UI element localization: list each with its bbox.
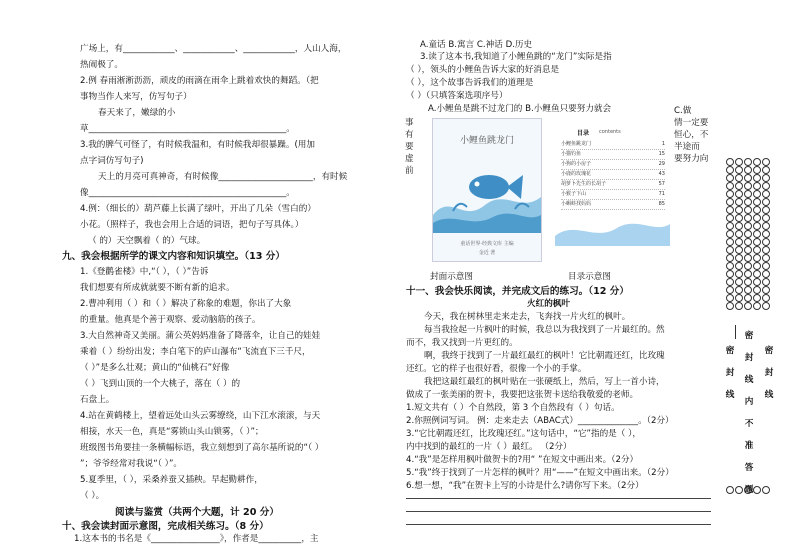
question-line: 3.“它比朝霞还红，比玫瑰还红。”这句话中，“它”指的是（ ），: [406, 429, 641, 439]
binding-hole: [726, 294, 734, 302]
binding-hole: [735, 270, 743, 278]
toc-entry-page: 43: [658, 171, 665, 177]
toc-title: 目录: [577, 130, 590, 137]
text-line: 草______________________________________________。: [80, 124, 295, 134]
binding-hole: [744, 246, 752, 254]
toc-entry-page: 29: [658, 161, 665, 167]
binding-hole: [735, 214, 743, 222]
binding-hole: [726, 246, 734, 254]
text-line: A.小鲤鱼是跳不过龙门的 B.小鲤鱼只要努力就会: [428, 104, 612, 114]
passage-line: 我把这最红最红的枫叶贴在一张硬纸上，然后，写上一首小诗，: [424, 377, 665, 387]
answer-line: [406, 511, 711, 512]
binding-hole: [762, 174, 770, 182]
binding-hole: [762, 206, 770, 214]
toc-entry-title: 小猴子下山: [561, 191, 587, 197]
seal-char: 题: [744, 485, 754, 495]
text-line: （ ）（只填答案选项序号）: [406, 91, 508, 101]
seal-line-text: [725, 340, 735, 406]
wrapped-fragment: 情一定要: [674, 118, 709, 128]
binding-hole: [753, 222, 761, 230]
binding-hole: [744, 182, 752, 190]
binding-hole: [726, 286, 734, 294]
question-line: 5.“我”终于找到了一片怎样的枫叶？用“——”在短文中画出来。（2分）: [406, 468, 674, 478]
seal-char: 密: [764, 346, 774, 356]
binding-hole: [753, 174, 761, 182]
wrapped-fragment: 前: [405, 166, 414, 176]
wrapped-fragment: 虚: [405, 154, 414, 164]
binding-hole: [744, 222, 752, 230]
toc-entry-title: 胡萝卜先生的长胡子: [561, 181, 607, 187]
binding-hole: [744, 174, 752, 182]
cover-series: 童话世界·经典文库 主编: [460, 241, 514, 247]
binding-hole: [735, 294, 743, 302]
binding-hole: [753, 302, 761, 310]
binding-hole: [735, 190, 743, 198]
toc-entry-page: 71: [658, 191, 665, 197]
question-line: 6.想一想，“我”在贺卡上写的小诗是什么?请你写下来。（2分）: [406, 481, 644, 491]
passage-line: 啊，我终于找到了一片最红最红的枫叶！它比朝霞还红，比玫瑰: [424, 351, 665, 361]
passage-line: 每当我捡起一片枫叶的时候，我总以为我找到了一片最红的。然: [424, 325, 665, 335]
binding-hole: [753, 246, 761, 254]
text-line: 事物当作人来写，仿写句子）: [80, 92, 192, 102]
binding-hole: [753, 182, 761, 190]
text-line: 我们想要有所成就就要不断有新的追求。: [80, 283, 235, 293]
binding-hole: [735, 222, 743, 230]
toc-entry-title: 小鹿的玫瑰花: [561, 171, 592, 177]
binding-hole: [753, 214, 761, 222]
binding-hole: [735, 262, 743, 270]
binding-hole: [726, 254, 734, 262]
binding-hole: [753, 238, 761, 246]
question-line: 内中找到的最红的一片（ ）最红。 （2分）: [406, 442, 572, 452]
answer-line: [406, 524, 711, 525]
binding-hole: [762, 254, 770, 262]
seal-char: 封: [725, 368, 735, 378]
text-line: ”；爷爷经常对我说“（ ）”。: [80, 459, 183, 469]
seal-char: 封: [764, 368, 774, 378]
text-line: 4.例：（细长的）葫芦藤上长满了绿叶，开出了几朵（雪白的）: [80, 204, 316, 214]
binding-hole: [762, 278, 770, 286]
toc-caption: 目录示意图: [568, 272, 611, 282]
fish-illustration: [433, 153, 541, 233]
toc-entry-title: 小狗的小房子: [561, 161, 592, 167]
text-line: 春天来了，嫩绿的小: [98, 108, 176, 118]
binding-hole: [762, 286, 770, 294]
text-line: 1.《登鹳雀楼》中,“（ ），（ ）”告诉: [80, 267, 209, 277]
passage-line: 还红。它的样子也很好看，很像一个小的手掌。: [406, 364, 587, 374]
toc-subtitle: contents: [599, 129, 621, 135]
binding-hole: [744, 158, 752, 166]
binding-hole: [744, 198, 752, 206]
binding-hole: [744, 214, 752, 222]
seal-char: 线: [725, 390, 735, 400]
wrapped-fragment: 事: [405, 118, 414, 128]
binding-hole: [726, 270, 734, 278]
toc-wave-decoration: [555, 214, 670, 246]
text-line: 3.我的脾气可怪了，有时候我温和，有时候我却很暴躁。(用加: [80, 140, 315, 150]
toc-entry-title: 小蝌蚪找妈妈: [561, 201, 592, 207]
book-cover-image: [432, 118, 542, 262]
binding-hole: [744, 238, 752, 246]
toc-list: [561, 140, 665, 210]
binding-hole: [744, 286, 752, 294]
binding-hole: [735, 166, 743, 174]
toc-entry: [561, 140, 665, 150]
binding-hole: [762, 246, 770, 254]
binding-hole: [735, 246, 743, 254]
binding-hole: [735, 158, 743, 166]
text-line: 小花。（照样子，我也会用上合适的词语，把句子写具体。）: [80, 220, 304, 230]
text-line: （ ）。: [80, 491, 105, 501]
binding-hole: [726, 174, 734, 182]
binding-hole: [762, 302, 770, 310]
text-line: （ ），这个故事告诉我们的道理是: [406, 78, 534, 88]
toc-entry: [561, 190, 665, 200]
text-line: 乘着（ ）纷纷出发；李白笔下的庐山瀑布“飞流直下三千尺，: [80, 347, 311, 357]
text-line: （ 的）天空飘着（ 的）气球。: [88, 236, 206, 246]
binding-hole: [735, 286, 743, 294]
binding-hole: [762, 158, 770, 166]
binding-hole: [753, 206, 761, 214]
text-line: 点字词仿写句子): [80, 156, 144, 166]
toc-entry: [561, 150, 665, 160]
binding-hole: [735, 254, 743, 262]
binding-hole: [744, 254, 752, 262]
binding-hole: [753, 166, 761, 174]
text-line: 像______________________________________________。: [80, 188, 295, 198]
binding-hole: [744, 270, 752, 278]
seal-char: 密: [725, 346, 735, 356]
binding-hole: [726, 166, 734, 174]
table-of-contents-image: [555, 122, 670, 246]
toc-entry-page: 1: [661, 141, 665, 147]
binding-hole: [753, 158, 761, 166]
cover-title: 小鲤鱼跳龙门: [459, 136, 514, 146]
binding-hole: [753, 486, 761, 494]
text-line: （ ），领头的小鲤鱼告诉大家的好消息是: [406, 65, 560, 75]
text-line: 广场上，有____________、____________、____________，人山人海，: [80, 44, 347, 54]
wrapped-fragment: C.做: [674, 106, 692, 116]
seal-line: [735, 325, 736, 339]
toc-entry-page: 57: [658, 181, 665, 187]
section-heading: 九、我会根据所学的课文内容和知识填空。（13 分）: [62, 251, 285, 262]
seal-char: 封: [744, 353, 754, 363]
toc-entry: [561, 170, 665, 180]
text-line: 2.例 春雨淅淅沥沥，顽皮的雨滴在雨伞上跳着欢快的舞蹈。（把: [80, 76, 319, 86]
binding-hole: [753, 254, 761, 262]
text-line: 热闹极了。: [80, 60, 123, 70]
binding-hole: [753, 190, 761, 198]
binding-hole: [726, 278, 734, 286]
question-line: 4.“我”是怎样用枫叶做贺卡的?用“ ”在短文中画出来。（2分）: [406, 455, 639, 465]
seal-char: 线: [764, 390, 774, 400]
binding-hole: [726, 302, 734, 310]
binding-hole: [735, 174, 743, 182]
passage-line: 做成了一张美丽的贺卡，我要把这张贺卡送给我敬爱的老师。: [406, 390, 639, 400]
toc-entry-title: 小鲤鱼跳龙门: [561, 141, 592, 147]
binding-hole: [726, 190, 734, 198]
text-line: 2.曹冲利用（ ）和（ ）解决了称象的难题，你出了大象: [80, 299, 292, 309]
cover-caption: 封面示意图: [430, 272, 473, 282]
binding-hole: [735, 302, 743, 310]
binding-hole: [744, 278, 752, 286]
binding-hole: [762, 230, 770, 238]
binding-hole: [762, 294, 770, 302]
text-line: 的重量。他真是个善于观察、爱动脑筋的孩子。: [80, 315, 261, 325]
text-line: 4.站在黄鹤楼上，望着远处山头云雾缭绕，山下江水滚滚，与天: [80, 411, 321, 421]
binding-hole: [762, 198, 770, 206]
binding-hole: [762, 270, 770, 278]
binding-hole: [753, 262, 761, 270]
binding-hole: [762, 214, 770, 222]
binding-hole: [762, 190, 770, 198]
text-line: 天上的月亮可真神奇，有时候像______________________，有时候: [98, 172, 348, 182]
wrapped-fragment: 有: [405, 130, 414, 140]
binding-hole: [744, 230, 752, 238]
binding-hole: [726, 182, 734, 190]
seal-line-text: [764, 340, 774, 406]
binding-hole: [744, 190, 752, 198]
binding-hole: [726, 198, 734, 206]
seal-char: 密: [744, 331, 754, 341]
binding-hole: [735, 182, 743, 190]
seal-char: 内: [744, 397, 754, 407]
binding-hole: [744, 166, 752, 174]
binding-hole: [735, 278, 743, 286]
cover-author: 金近 著: [478, 250, 496, 256]
binding-hole: [735, 198, 743, 206]
toc-entry-page: 85: [658, 201, 665, 207]
binding-hole: [735, 238, 743, 246]
wrapped-fragment: 要: [405, 142, 414, 152]
seal-char: 线: [744, 375, 754, 385]
wrapped-fragment: 恒心，不: [674, 130, 709, 140]
binding-hole: [753, 294, 761, 302]
binding-hole: [762, 486, 770, 494]
toc-entry: [561, 200, 665, 210]
binding-hole: [735, 486, 743, 494]
binding-hole: [762, 238, 770, 246]
binding-hole: [744, 302, 752, 310]
binding-hole: [726, 238, 734, 246]
binding-hole: [762, 222, 770, 230]
text-line: （ ）飞到山顶的一个大桃子，落在（ ）的: [80, 379, 241, 389]
binding-hole: [753, 286, 761, 294]
passage-title: 火红的枫叶: [527, 299, 570, 309]
wrapped-fragment: 半途而: [674, 142, 700, 152]
binding-hole: [726, 158, 734, 166]
binding-hole: [762, 182, 770, 190]
binding-hole: [744, 206, 752, 214]
answer-options: A.童话 B.寓言 C.神话 D.历史: [420, 40, 533, 50]
binding-hole: [726, 214, 734, 222]
binding-hole: [753, 270, 761, 278]
binding-hole: [735, 206, 743, 214]
wrapped-fragment: 要努力向: [674, 154, 709, 164]
text-line: （ ）”是多么壮观；黄山的“仙桃石”好像: [80, 363, 230, 373]
text-line: 3.读了这本书,我知道了小鲤鱼跳的“龙门”实际是指: [420, 52, 612, 62]
toc-entry-title: 小猫钓鱼: [561, 151, 582, 157]
toc-entry: [561, 160, 665, 170]
passage-line: 而不，我又找到一片更红的。: [406, 338, 518, 348]
passage-line: 今天，我在树林里走来走去，飞奔找一片火红的枫叶。: [424, 312, 631, 322]
binding-hole: [744, 262, 752, 270]
seal-char: 准: [744, 441, 754, 451]
binding-hole: [753, 230, 761, 238]
binding-hole: [726, 486, 734, 494]
seal-line-notice: [744, 325, 754, 501]
binding-hole: [753, 278, 761, 286]
text-line: 相接，水天一色，真是“雾锁山头山锁雾，（ ）”；: [80, 427, 264, 437]
part-heading: 阅读与鉴赏（共两个大题，计 20 分）: [115, 507, 279, 518]
toc-entry-page: 15: [658, 151, 665, 157]
seal-char: 答: [744, 463, 754, 473]
section-heading: 十一、我会快乐阅读，并完成文后的练习。（12 分）: [406, 286, 629, 297]
binding-hole: [726, 206, 734, 214]
binding-hole: [753, 198, 761, 206]
binding-hole: [726, 262, 734, 270]
answer-line: [406, 498, 711, 499]
text-line: 班级图书角要挂一条横幅标语，我立刻想到了高尔基所说的“（ ）: [80, 443, 324, 453]
binding-hole: [735, 230, 743, 238]
binding-hole: [762, 166, 770, 174]
text-line: 3.大自然神奇又美丽。蒲公英妈妈准备了降落伞，让自己的娃娃: [80, 331, 321, 341]
question-line: 1.短文共有（ ）个自然段，第 3 个自然段有（ ）句话。: [406, 403, 620, 413]
binding-hole: [762, 262, 770, 270]
section-heading: 十、我会读封面示意图，完成相关练习。（8 分）: [62, 521, 269, 532]
binding-hole: [726, 222, 734, 230]
text-line: 5.夏季里，（ ），采桑养蚕又插秧。早起勤耕作，: [80, 475, 263, 485]
text-line: 石盘上。: [80, 395, 115, 405]
binding-hole: [726, 230, 734, 238]
text-line: 1.这本书的书名是《________________》，作者是__________，主: [74, 534, 319, 544]
toc-entry: [561, 180, 665, 190]
binding-hole: [744, 294, 752, 302]
question-line: 2.你照例词写词。 例：走来走去（ABAC式）______________。（2分）: [406, 416, 674, 426]
seal-char: 不: [744, 419, 754, 429]
